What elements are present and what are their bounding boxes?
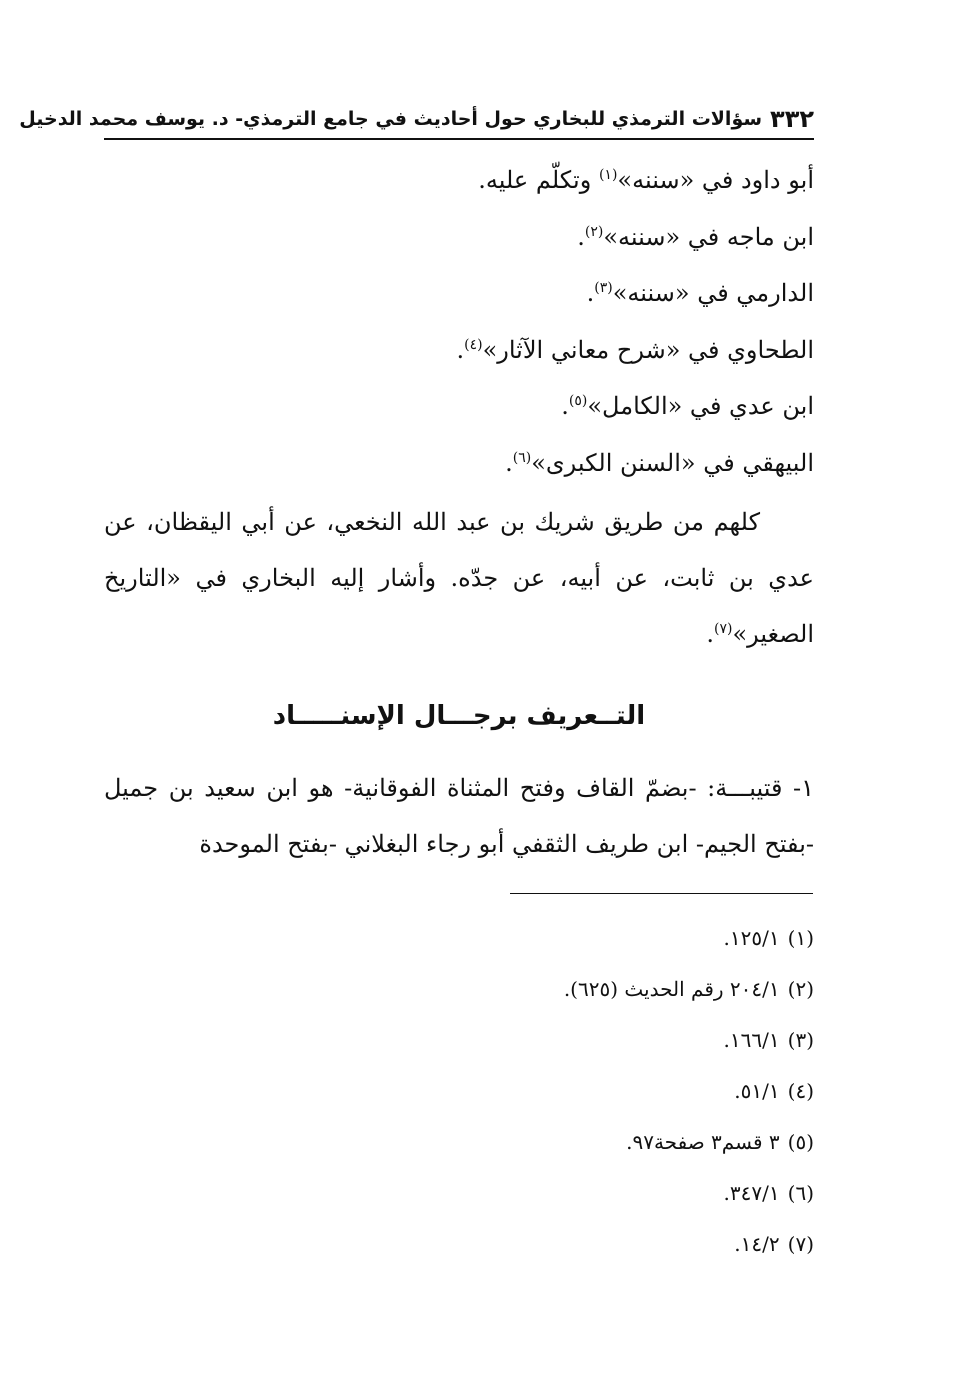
source-line: [478, 160, 814, 200]
footnote: [724, 1176, 814, 1210]
source-line: [456, 330, 814, 370]
footnote-ref[interactable]: (٣): [594, 280, 613, 296]
running-header: [19, 102, 814, 136]
summary-paragraph: [104, 494, 814, 662]
source-text: الدارمي في «سننه»: [612, 279, 814, 307]
footnote: [734, 1074, 814, 1108]
source-text: ابن عدي في «الكامل»: [587, 392, 814, 420]
footnote-number: (٧): [787, 1232, 814, 1256]
summary-tail: .: [706, 620, 714, 648]
footnote-text: ١٤/٢.: [734, 1232, 780, 1256]
footnote-ref[interactable]: (١): [598, 167, 618, 183]
footnote: [626, 1125, 814, 1159]
footnote-text: ١٦٦/١.: [723, 1028, 780, 1052]
footnote-text: ٣ قسم٣ صفحة٩٧.: [626, 1130, 780, 1154]
footnote-rule: [510, 893, 813, 894]
header-rule: [104, 138, 814, 140]
source-text: ابن ماجه في «سننه»: [603, 223, 814, 251]
footnote-ref[interactable]: (٤): [464, 337, 483, 353]
narrator-text: ١- قتيبـــة: -بضمّ القاف وفتح المثناة الفوقانية- هو ابن سعيد بن جميل -بفتح الجيم- ابن طريف الثقفي أبو رجاء البغلاني -بفتح الموحدة: [104, 774, 814, 858]
footnote-number: (٣): [787, 1028, 814, 1052]
summary-text: كلهم من طريق شريك بن عبد الله النخعي، عن أبي اليقظان، عن عدي بن ثابت، عن أبيه، عن جدّه. وأشار إليه البخاري في «التاريخ الصغير»: [104, 508, 814, 648]
source-line: [577, 217, 814, 257]
source-tail: .: [456, 336, 465, 364]
source-line: [561, 386, 814, 426]
footnote: [734, 1227, 814, 1261]
page-number: ٣٣٢: [770, 105, 814, 133]
source-text: الطحاوي في «شرح معاني الآثار»: [482, 336, 814, 364]
footnote-number: (٥): [787, 1130, 814, 1154]
source-text: البيهقي في «السنن الكبرى»: [531, 449, 814, 477]
source-text: أبو داود في «سننه»: [617, 166, 814, 194]
footnote-text: ٢٠٤/١ رقم الحديث (٦٢٥).: [563, 977, 780, 1001]
source-line: [505, 443, 814, 483]
source-tail: وتكلّم عليه.: [478, 166, 599, 194]
footnote-number: (٦): [787, 1181, 814, 1205]
footnote-ref[interactable]: (٧): [713, 621, 733, 637]
footnote-number: (١): [787, 926, 814, 950]
source-tail: .: [505, 449, 513, 477]
footnote-text: ٥١/١.: [734, 1079, 780, 1103]
footnote-text: ١٢٥/١.: [723, 926, 780, 950]
section-heading: التــعريف برجـــال الإسنـــــاد: [272, 701, 646, 731]
source-tail: .: [561, 392, 569, 420]
footnote-ref[interactable]: (٦): [512, 450, 532, 466]
footnote: [724, 1023, 814, 1057]
footnote-text: ٣٤٧/١.: [723, 1181, 780, 1205]
footnote: [724, 921, 814, 955]
footnote-number: (٢): [787, 977, 814, 1001]
footnote: [564, 972, 814, 1006]
source-tail: .: [586, 279, 595, 307]
narrator-paragraph: [104, 760, 814, 872]
source-tail: .: [577, 223, 585, 251]
footnote-ref[interactable]: (٥): [568, 393, 588, 409]
footnote-number: (٤): [787, 1079, 814, 1103]
running-title: سؤالات الترمذي للبخاري حول أحاديث في جامع الترمذي- د. يوسف محمد الدخيل: [19, 108, 763, 130]
footnote-ref[interactable]: (٢): [584, 224, 604, 240]
source-line: [587, 273, 814, 313]
